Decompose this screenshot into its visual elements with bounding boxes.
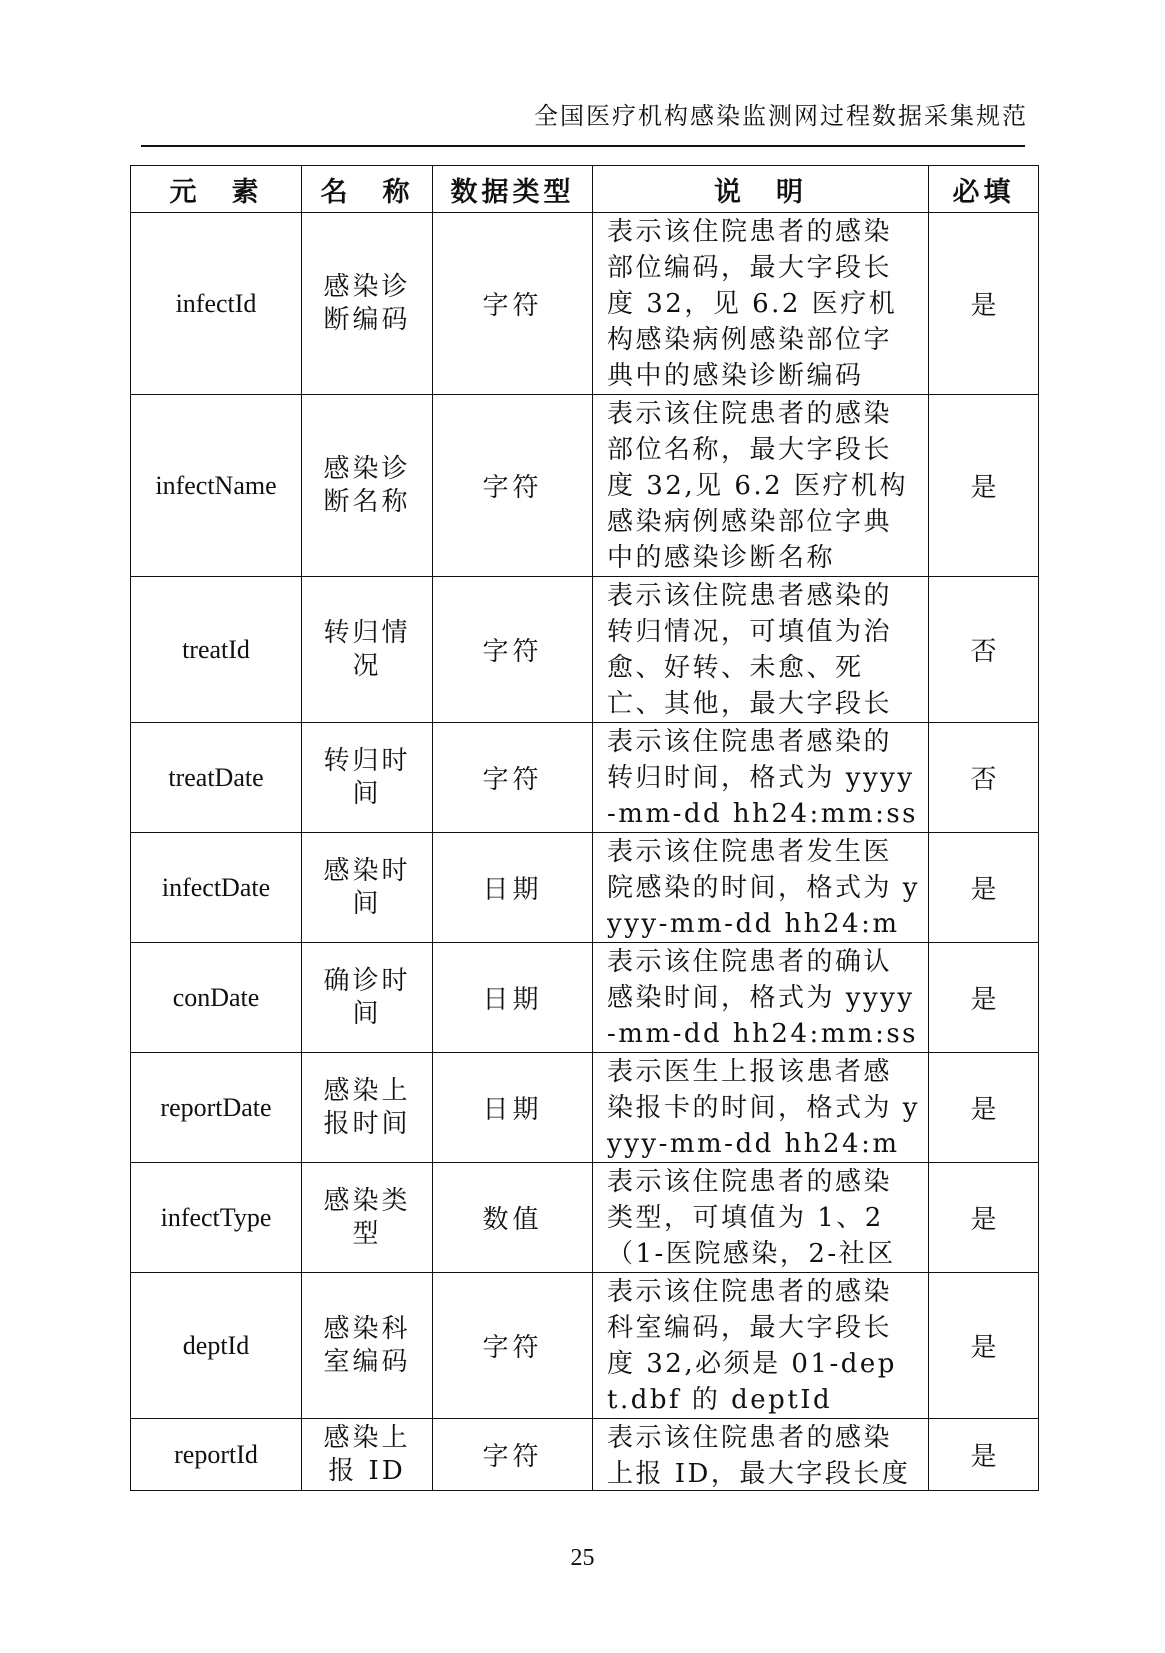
name-cell xyxy=(302,577,433,723)
table-header-row xyxy=(131,166,1039,213)
element-cell-text: infectId xyxy=(175,288,257,318)
description-cell xyxy=(593,1053,929,1163)
required-cell xyxy=(929,943,1039,1053)
required-cell xyxy=(929,1163,1039,1273)
type-cell-text: 字符 xyxy=(482,637,543,667)
required-cell-text: 是 xyxy=(970,1095,997,1125)
required-cell-text: 是 xyxy=(970,1333,997,1363)
table-row xyxy=(131,395,1039,577)
element-cell-text: infectName xyxy=(155,470,277,500)
page-number: 25 xyxy=(570,1545,595,1571)
description-cell xyxy=(593,395,929,577)
type-cell xyxy=(433,833,593,943)
name-cell xyxy=(302,1053,433,1163)
type-cell xyxy=(433,943,593,1053)
name-cell xyxy=(302,213,433,395)
type-cell-text: 日期 xyxy=(482,875,543,905)
table-row xyxy=(131,1163,1039,1273)
description-cell xyxy=(593,943,929,1053)
required-cell-text: 否 xyxy=(970,637,997,667)
running-header: 全国医疗机构感染监测网过程数据采集规范 xyxy=(534,102,1028,130)
description-cell-text: 表示该住院患者的确认感染时间，格式为 yyyy-mm-dd hh24:mm:ss xyxy=(607,946,919,1049)
col-header-type: 数据类型 xyxy=(433,166,593,213)
table-row xyxy=(131,213,1039,395)
element-cell xyxy=(131,1419,302,1491)
element-cell xyxy=(131,943,302,1053)
required-cell xyxy=(929,1053,1039,1163)
description-cell-text: 表示该住院患者的感染部位名称，最大字段长度 32,见 6.2 医疗机构感染病例感染部位字典中的感染诊断名称 xyxy=(607,398,908,573)
type-cell-text: 字符 xyxy=(482,1442,543,1472)
description-cell-text: 表示该住院患者的感染类型，可填值为 1、2（1-医院感染，2-社区 xyxy=(607,1166,896,1269)
type-cell xyxy=(433,395,593,577)
name-cell-text: 感染诊断名称 xyxy=(323,453,411,517)
table-row xyxy=(131,577,1039,723)
name-cell-text: 感染诊断编码 xyxy=(323,271,411,335)
type-cell xyxy=(433,577,593,723)
required-cell-text: 否 xyxy=(970,765,997,795)
name-cell-text: 感染类型 xyxy=(323,1185,411,1249)
name-cell xyxy=(302,1419,433,1491)
required-cell xyxy=(929,577,1039,723)
col-header-description: 说 明 xyxy=(593,166,929,213)
type-cell-text: 日期 xyxy=(482,1095,543,1125)
type-cell xyxy=(433,1273,593,1419)
element-cell-text: deptId xyxy=(182,1330,250,1360)
name-cell-text: 感染上报 ID xyxy=(323,1422,411,1486)
required-cell xyxy=(929,213,1039,395)
type-cell-text: 字符 xyxy=(482,765,543,795)
element-cell xyxy=(131,1163,302,1273)
element-cell xyxy=(131,395,302,577)
table-row xyxy=(131,833,1039,943)
description-cell xyxy=(593,1419,929,1491)
required-cell-text: 是 xyxy=(970,1205,997,1235)
description-cell-text: 表示该住院患者的感染部位编码，最大字段长度 32，见 6.2 医疗机构感染病例感染部位字典中的感染诊断编码 xyxy=(607,216,898,391)
description-cell-text: 表示该住院患者感染的转归情况，可填值为治愈、好转、未愈、死亡、其他，最大字段长 xyxy=(607,580,893,719)
required-cell xyxy=(929,833,1039,943)
name-cell xyxy=(302,395,433,577)
required-cell xyxy=(929,395,1039,577)
type-cell-text: 日期 xyxy=(482,985,543,1015)
element-cell xyxy=(131,213,302,395)
name-cell xyxy=(302,1273,433,1419)
description-cell xyxy=(593,1163,929,1273)
type-cell xyxy=(433,723,593,833)
required-cell-text: 是 xyxy=(970,1442,997,1472)
element-cell-text: reportId xyxy=(174,1439,258,1469)
type-cell-text: 字符 xyxy=(482,1333,543,1363)
required-cell-text: 是 xyxy=(970,473,997,503)
description-cell-text: 表示该住院患者感染的转归时间，格式为 yyyy-mm-dd hh24:mm:ss xyxy=(607,726,919,829)
description-cell-text: 表示该住院患者的感染科室编码，最大字段长度 32,必须是 01-dept.dbf 的 deptId xyxy=(607,1276,897,1415)
type-cell xyxy=(433,1053,593,1163)
spec-table xyxy=(130,165,1039,1491)
element-cell xyxy=(131,1053,302,1163)
type-cell-text: 字符 xyxy=(482,473,543,503)
element-cell-text: conDate xyxy=(172,982,260,1012)
table-row xyxy=(131,1419,1039,1491)
name-cell-text: 感染时间 xyxy=(323,855,411,919)
type-cell-text: 数值 xyxy=(482,1205,543,1235)
name-cell-text: 转归情况 xyxy=(323,617,411,681)
element-cell-text: reportDate xyxy=(160,1092,272,1122)
table-row xyxy=(131,1273,1039,1419)
name-cell-text: 确诊时间 xyxy=(323,965,411,1029)
required-cell xyxy=(929,1419,1039,1491)
name-cell xyxy=(302,833,433,943)
description-cell-text: 表示该住院患者的感染上报 ID，最大字段长度 xyxy=(607,1422,911,1489)
element-cell xyxy=(131,833,302,943)
element-cell-text: treatId xyxy=(182,634,250,664)
table-row xyxy=(131,723,1039,833)
type-cell xyxy=(433,1419,593,1491)
description-cell xyxy=(593,723,929,833)
description-cell xyxy=(593,577,929,723)
required-cell xyxy=(929,723,1039,833)
type-cell xyxy=(433,213,593,395)
name-cell-text: 转归时间 xyxy=(323,745,411,809)
description-cell xyxy=(593,1273,929,1419)
element-cell xyxy=(131,577,302,723)
table-row xyxy=(131,1053,1039,1163)
description-cell xyxy=(593,833,929,943)
col-header-element: 元 素 xyxy=(131,166,302,213)
type-cell xyxy=(433,1163,593,1273)
name-cell xyxy=(302,723,433,833)
name-cell-text: 感染科室编码 xyxy=(323,1313,411,1377)
description-cell xyxy=(593,213,929,395)
element-cell-text: infectDate xyxy=(161,872,271,902)
col-header-required: 必填 xyxy=(929,166,1039,213)
required-cell-text: 是 xyxy=(970,985,997,1015)
element-cell xyxy=(131,723,302,833)
element-cell-text: infectType xyxy=(160,1202,272,1232)
col-header-name: 名 称 xyxy=(302,166,433,213)
header-rule xyxy=(141,145,1025,147)
name-cell xyxy=(302,1163,433,1273)
description-cell-text: 表示医生上报该患者感染报卡的时间，格式为 yyyy-mm-dd hh24:m xyxy=(607,1056,920,1159)
element-cell-text: treatDate xyxy=(168,762,264,792)
name-cell-text: 感染上报时间 xyxy=(323,1075,411,1139)
type-cell-text: 字符 xyxy=(482,291,543,321)
name-cell xyxy=(302,943,433,1053)
required-cell-text: 是 xyxy=(970,291,997,321)
description-cell-text: 表示该住院患者发生医院感染的时间，格式为 yyyy-mm-dd hh24:m xyxy=(607,836,920,939)
required-cell xyxy=(929,1273,1039,1419)
table-row xyxy=(131,943,1039,1053)
element-cell xyxy=(131,1273,302,1419)
required-cell-text: 是 xyxy=(970,875,997,905)
